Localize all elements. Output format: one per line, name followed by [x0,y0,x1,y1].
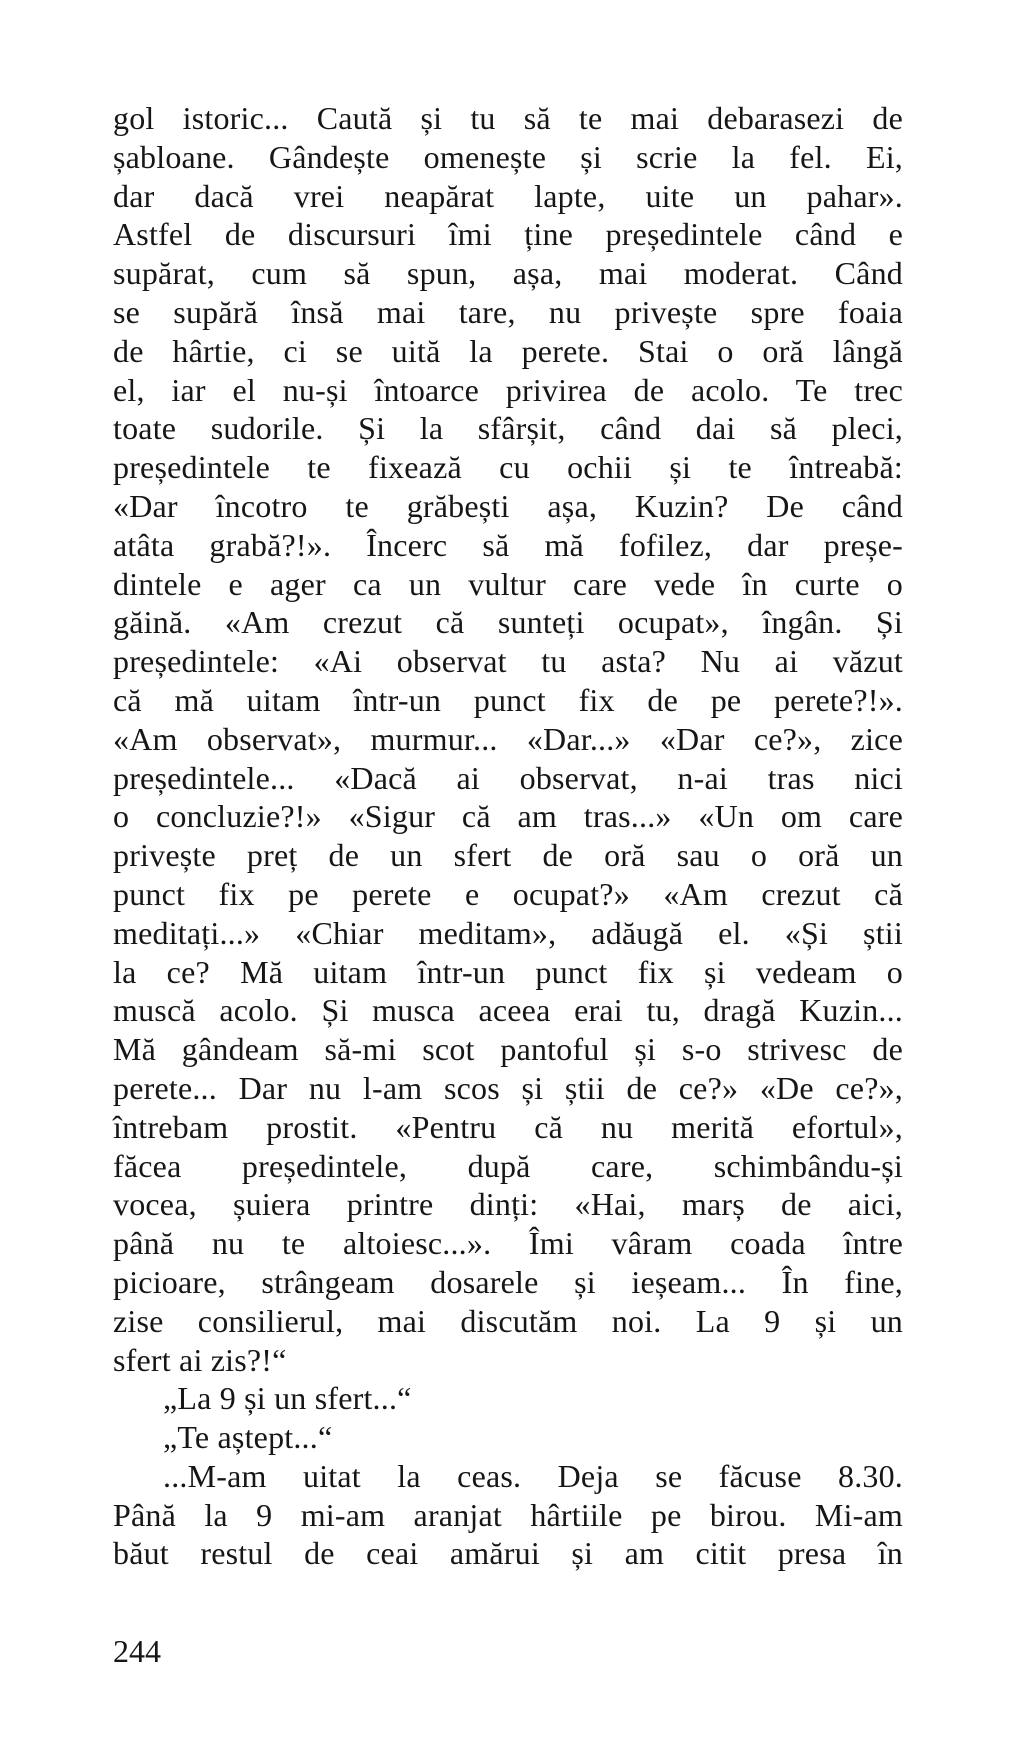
text-line: zise consilierul, mai discutăm noi. La 9 și un [113,1302,903,1339]
text-line: toate sudorile. Și la sfârșit, când dai să pleci, [113,410,903,447]
text-line: punct fix pe perete e ocupat?» «Am crezut că [113,875,903,912]
text-line: făcea președintele, după care, schimbându-și [113,1147,903,1184]
body-text [113,99,903,1573]
text-line: până nu te altoiesc...». Îmi vâram coada între [113,1225,903,1262]
text-line: dintele e ager ca un vultur care vede în curte o [113,565,903,602]
text-line: băut restul de ceai amărui și am citit presa în [113,1535,903,1572]
text-line: se supără însă mai tare, nu privește spre foaia [113,293,903,330]
text-line: „La 9 și un sfert...“ [163,1380,412,1417]
text-line: picioare, strângeam dosarele și ieșeam... În fine, [113,1263,903,1300]
text-line: de hârtie, ci se uită la perete. Stai o oră lângă [113,332,903,369]
text-line: sfert ai zis?!“ [113,1341,287,1378]
text-line: găină. «Am crezut că sunteți ocupat», îngân. Și [113,604,903,641]
text-line: atâta grabă?!». Încerc să mă fofilez, dar preșe- [113,526,903,563]
text-line: supărat, cum să spun, așa, mai moderat. Când [113,255,903,292]
text-line: gol istoric... Caută și tu să te mai debarasezi de [113,100,903,136]
text-line: meditați...» «Chiar meditam», adăugă el. «Și știi [113,914,903,951]
text-line: «Am observat», murmur... «Dar...» «Dar ce?», zice [113,720,903,757]
text-line: muscă acolo. Și musca aceea erai tu, dragă Kuzin... [113,992,903,1029]
text-line: președintele te fixează cu ochii și te întreabă: [113,449,903,486]
text-line: «Dar încotro te grăbești așa, Kuzin? De când [113,487,903,524]
text-line: vocea, șuiera printre dinți: «Hai, marș de aici, [113,1186,903,1223]
text-line: el, iar el nu-și întoarce privirea de acolo. Te trec [113,371,903,408]
text-line: privește preț de un sfert de oră sau o oră un [113,837,903,874]
text-line: președintele... «Dacă ai observat, n-ai tras nici [113,759,903,796]
text-line: dar dacă vrei neapărat lapte, uite un pahar». [113,177,903,214]
text-line: ...M-am uitat la ceas. Deja se făcuse 8.30. [163,1457,903,1494]
text-line: întrebam prostit. «Pentru că nu merită efortul», [113,1108,903,1145]
page-number: 244 [113,1633,161,1669]
text-line: la ce? Mă uitam într-un punct fix și vedeam o [113,953,903,990]
text-line: că mă uitam într-un punct fix de pe perete?!». [113,681,903,718]
text-line: Până la 9 mi-am aranjat hârtiile pe birou. Mi-am [113,1496,903,1533]
text-line: șabloane. Gândește omenește și scrie la fel. Ei, [113,138,903,175]
text-line: „Te aștept...“ [163,1419,333,1456]
text-line: președintele: «Ai observat tu asta? Nu ai văzut [113,643,903,680]
text-line: perete... Dar nu l-am scos și știi de ce?» «De ce?», [113,1069,903,1106]
text-line: Mă gândeam să-mi scot pantoful și s-o strivesc de [113,1031,903,1068]
text-line: Astfel de discursuri îmi ține președintele când e [113,216,903,253]
text-line: o concluzie?!» «Sigur că am tras...» «Un om care [113,798,903,835]
